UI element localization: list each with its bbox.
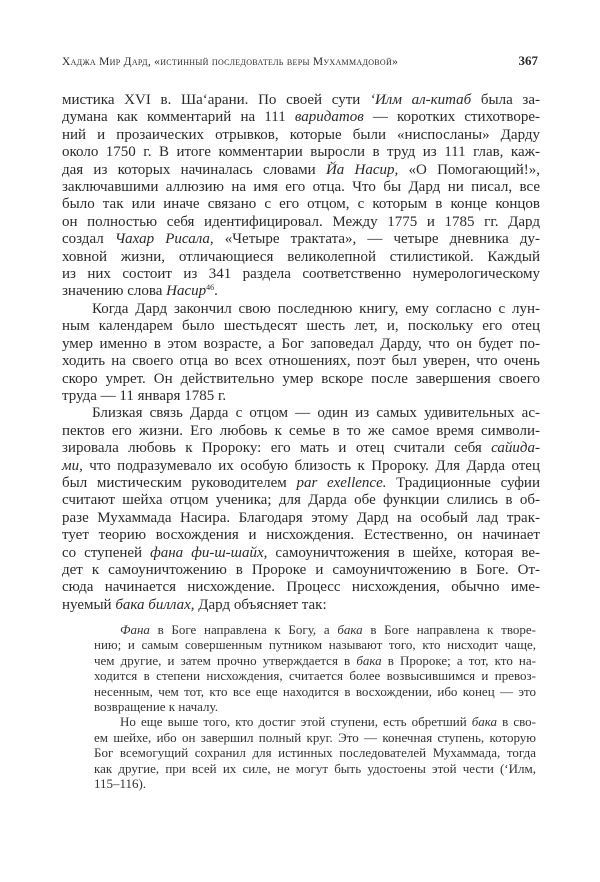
text-run: чем другие, и затем прочно утверждается в — [94, 652, 357, 668]
italic-term: сайида- — [491, 440, 540, 457]
footnote-ref: 46 — [206, 283, 215, 293]
text-line — [94, 653, 536, 668]
italic-term: Чахар Рисала, — [114, 231, 214, 248]
text-run: в Боге направлена к творе- — [362, 622, 536, 637]
text-run: умер именно в этом возрасте, а Бог заповедал Дарду, что он будет по- — [62, 335, 540, 352]
text-run: мистика XVI в. Шаʻарани. По своей сути — [62, 92, 370, 108]
text-line — [62, 371, 540, 388]
text-line — [62, 92, 540, 109]
text-line — [62, 440, 540, 457]
text-run: ходится в степени нисхождения, считается более возвысившимся и превоз- — [94, 668, 536, 684]
italic-term: Насир — [166, 283, 207, 300]
text-run: самоуничтожения в шейхе, которая ве- — [267, 544, 540, 561]
italic-term: фана фи-ш-шайх, — [150, 544, 268, 561]
text-line — [94, 714, 536, 729]
text-run: в сво- — [497, 714, 536, 730]
italic-term: ми, — [62, 457, 83, 474]
body-paragraph — [62, 301, 540, 405]
text-run: несенным, чем тот, кто все еще находится в восхождении, ибо конец — это — [94, 683, 536, 699]
text-line — [62, 405, 540, 422]
text-line — [62, 510, 540, 527]
text-line — [62, 388, 540, 405]
body-paragraph — [62, 92, 540, 301]
running-header — [62, 53, 538, 69]
text-run: тует теорию восхождения и нисхождения. Естественно, он начинает — [62, 527, 540, 544]
text-line — [62, 214, 540, 231]
text-line — [62, 144, 540, 161]
text-run: зировала любовь к Пророку: его мать и отец считали себя — [62, 440, 492, 457]
text-line — [62, 249, 540, 266]
text-run: со ступеней — [62, 544, 151, 561]
text-run: значению слова — [62, 283, 167, 300]
text-line — [62, 597, 540, 614]
text-run: Бог всемогущий сохранил для истинных последователей Мухаммада, тогда — [94, 745, 536, 761]
text-run: Когда Дард закончил свою последнюю книгу, ему согласно с лун- — [92, 300, 540, 317]
italic-term: Йа Насир, — [325, 161, 399, 178]
text-line — [62, 266, 540, 283]
text-run: скоро умрет. Он действительно умер вскоре после завершения своего — [62, 370, 540, 387]
text-line — [62, 492, 540, 509]
text-run: Дард объясняет так: — [194, 596, 327, 613]
text-run: «О Помогающий!», — [398, 161, 540, 178]
text-line — [62, 545, 540, 562]
body-paragraph — [62, 405, 540, 614]
text-line — [62, 179, 540, 196]
text-run: возвращение к началу. — [94, 699, 218, 715]
italic-term: Фана — [120, 622, 150, 637]
quote-paragraph — [94, 714, 536, 791]
text-run: . — [214, 283, 218, 300]
text-line — [94, 776, 536, 791]
text-run: считают шейха отцом ученика; для Дарда обе функции слились в об- — [62, 492, 540, 509]
text-run: дая из которых начиналась словами — [62, 161, 326, 178]
text-line — [94, 745, 536, 760]
text-run: около 1750 г. В итоге комментарии выросли в труд из 111 глав, каж- — [62, 144, 540, 161]
text-run: нуемый — [62, 596, 116, 613]
text-line — [62, 562, 540, 579]
text-run: создал — [62, 231, 115, 248]
text-run: ховной жизни, отличающиеся великолепной стилистикой. Каждый — [62, 248, 540, 265]
text-run: дет к самоуничтожению в Пророке и самоуничтожению в Боге. От- — [62, 561, 540, 578]
running-title: Хаджа Мир Дард, «истинный последователь веры Мухаммадовой» — [62, 56, 399, 68]
text-run: Близкая связь Дарда с отцом — один из самых удивительных ас- — [92, 405, 540, 422]
text-run: ным календарем было шестьдесят шесть лет, и, поскольку его отец — [62, 318, 540, 335]
text-run: 115–116). — [94, 776, 147, 792]
text-run: пектов его жизни. Его любовь к семье в то же самое время символи- — [62, 422, 540, 439]
text-line — [62, 196, 540, 213]
text-line — [62, 162, 540, 179]
italic-term: варидатов — [294, 109, 364, 126]
text-run: думана как комментарий на 111 — [62, 109, 295, 126]
text-line — [62, 579, 540, 596]
text-line — [94, 699, 536, 714]
text-run: нию; и самым совершенным путником называют того, кто нисходит чаще, — [94, 637, 536, 653]
text-run: сюда начинается нисхождение. Процесс нисхождения, обычно име- — [62, 579, 540, 596]
text-run: он полностью себя идентифицировал. Между 1775 и 1785 гг. Дард — [62, 213, 540, 230]
text-line — [94, 637, 536, 652]
text-line — [94, 668, 536, 683]
italic-term: бака — [471, 714, 498, 730]
text-run: — коротких стихотворе- — [363, 109, 541, 126]
text-line — [62, 283, 540, 300]
text-line — [62, 127, 540, 144]
text-line — [62, 301, 540, 318]
italic-term: бака — [337, 622, 363, 637]
text-run: из них состоит из 341 раздела соответственно нумерологическому — [62, 266, 540, 283]
text-line — [62, 109, 540, 126]
block-quote — [94, 622, 536, 791]
text-line — [94, 622, 536, 637]
text-line — [94, 684, 536, 699]
text-run: труда — 11 января 1785 г. — [62, 387, 227, 404]
text-line — [62, 458, 540, 475]
quote-paragraph — [94, 622, 536, 714]
text-run: разе Мухаммада Насира. Благодаря этому Дард на особый лад трак- — [62, 509, 540, 526]
text-run: была за- — [471, 92, 540, 108]
text-line — [62, 475, 540, 492]
text-run: заключавшими аллюзию на имя его отца. Что бы Дард ни писал, все — [62, 179, 540, 196]
text-run: ходить на своего отца во всех отношениях, поэт был уверен, что очень — [62, 353, 540, 370]
text-line — [62, 423, 540, 440]
text-line — [62, 336, 540, 353]
text-run: в Боге направлена к Богу, а — [149, 622, 338, 637]
text-run: «Четыре трактата», — четыре дневника ду- — [213, 231, 541, 248]
text-run: был мистическим руководителем — [62, 474, 297, 491]
main-text — [62, 92, 540, 614]
italic-term: бака — [356, 652, 382, 668]
text-run: как другие, при всей их силе, не могут быть удостоены этой чести (ʻИлм, — [94, 760, 536, 776]
text-run: ем шейхе, ибо он завершил полный круг. Это — конечная ступень, которую — [94, 729, 536, 745]
text-line — [62, 353, 540, 370]
text-line — [62, 527, 540, 544]
italic-term: ʻИлм ал-китаб — [369, 92, 472, 108]
text-run: Но еще выше того, кто достиг этой ступени, есть обретший — [120, 714, 472, 730]
text-run: было так или иначе связано с его отцом, с которым в конце концов — [62, 196, 540, 213]
text-run: Традиционные суфии — [386, 474, 540, 491]
italic-term: бака биллах, — [115, 596, 195, 613]
text-run: в Пророке; а тот, кто на- — [381, 652, 536, 668]
text-line — [62, 318, 540, 335]
page-number: 367 — [518, 53, 538, 68]
text-run: что подразумевало их особую близость к Пророку. Для Дарда отец — [82, 457, 540, 474]
text-line — [94, 761, 536, 776]
text-run: ний и прозаических отрывков, которые были «ниспосланы» Дарду — [62, 126, 540, 143]
text-line — [62, 231, 540, 248]
text-line — [94, 730, 536, 745]
italic-term: par exellence. — [296, 474, 387, 491]
